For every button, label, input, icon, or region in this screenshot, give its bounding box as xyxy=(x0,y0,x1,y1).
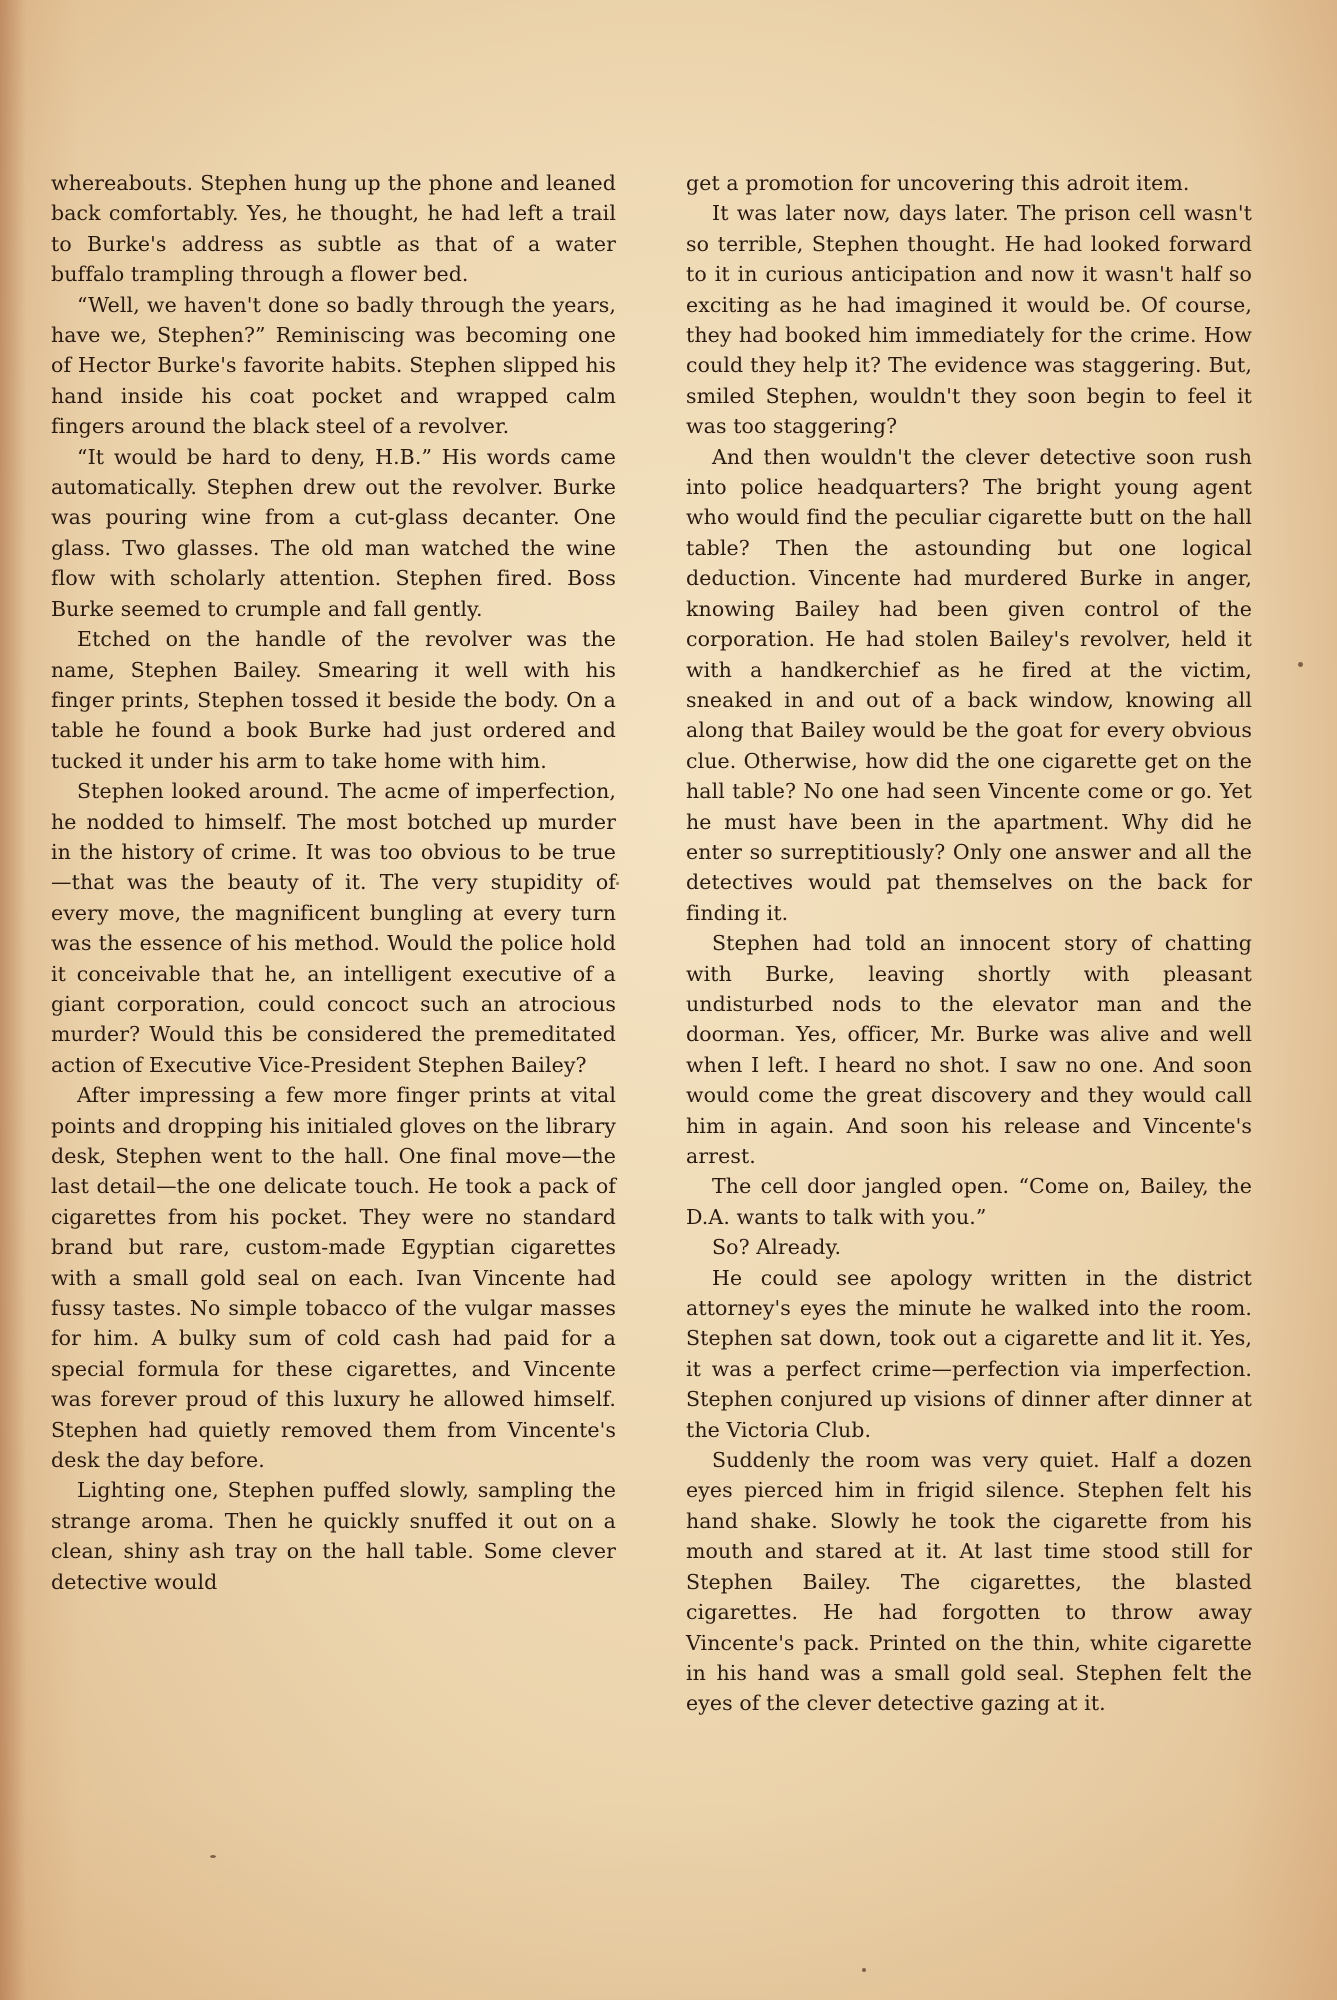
ink-speck xyxy=(210,1855,216,1858)
paragraph: Etched on the handle of the revolver was the name, Stephen Bailey. Smearing it well with his finger prints, Stephen tossed it beside the body. On a table he found a book Burke had just ordered and tucked it under his arm to take home with him. xyxy=(51,627,616,773)
paragraph: The cell door jangled open. “Come on, Bailey, the D.A. wants to talk with you.” xyxy=(686,1174,1252,1229)
paragraph: It was later now, days later. The prison cell wasn't so terrible, Stephen thought. He had looked forward to it in curious anticipation and now it wasn't half so exciting as he had imagined it would be. Of course, they had booked him immediately for the crime. How could they help it? The evidence was staggering. But, smiled Stephen, wouldn't they soon begin to feel it was too staggering? xyxy=(686,201,1252,439)
paragraph: “Well, we haven't done so badly through the years, have we, Stephen?” Reminiscing was becoming one of Hector Burke's favorite habits. Stephen slipped his hand inside his coat pocket and wrapped calm fingers around the black steel of a revolver. xyxy=(51,292,616,439)
paragraph: whereabouts. Stephen hung up the phone and leaned back comfortably. Yes, he thought, he had left a trail to Burke's address as subtle as that of a water buffalo trampling through a flower bed. xyxy=(51,171,616,287)
paragraph: Lighting one, Stephen puffed slowly, sampling the strange aroma. Then he quickly snuffed it out on a clean, shiny ash tray on the hall table. Some clever detective would xyxy=(51,1478,616,1594)
ink-speck xyxy=(1298,662,1303,667)
paragraph: get a promotion for uncovering this adroit item. xyxy=(686,171,1190,195)
paragraph: And then wouldn't the clever detective soon rush into police headquarters? The bright young agent who would find the peculiar cigarette butt on the hall table? Then the astounding but one logical deduction. Vincente had murdered Burke in anger, knowing Bailey had been given control of the corporation. He had stolen Bailey's revolver, held it with a handkerchief as he fired at the victim, sneaked in and out of a back window, knowing all along that Bailey would be the goat for every obvious clue. Otherwise, how did the one cigarette get on the hall table? No one had seen Vincente come or go. Yet he must have been in the apartment. Why did he enter so surreptitiously? Only one answer and all the detectives would pat themselves on the back for finding it. xyxy=(686,444,1252,925)
paragraph: After impressing a few more finger prints at vital points and dropping his initialed gloves on the library desk, Stephen went to the hall. One final move—the last detail—the one delicate touch. He took a pack of cigarettes from his pocket. They were no standard brand but rare, custom-made Egyptian cigarettes with a small gold seal on each. Ivan Vincente had fussy tastes. No simple tobacco of the vulgar masses for him. A bulky sum of cold cash had paid for a special formula for these cigarettes, and Vincente was forever proud of this luxury he allowed himself. Stephen had quietly removed them from Vincente's desk the day before. xyxy=(51,1083,616,1473)
ink-speck xyxy=(616,882,619,885)
paragraph: He could see apology written in the district attorney's eyes the minute he walked into the room. Stephen sat down, took out a cigarette and lit it. Yes, it was a perfect crime—perfection via imperfection. Stephen conjured up visions of dinner after dinner at the Victoria Club. xyxy=(686,1265,1252,1442)
paragraph: So? Already. xyxy=(712,1235,842,1260)
paragraph: Stephen had told an innocent story of chatting with Burke, leaving shortly with pleasant undisturbed nods to the elevator man and the doorman. Yes, officer, Mr. Burke was alive and well when I left. I heard no shot. I saw no one. And soon would come the great discovery and they would call him in again. And soon his release and Vincente's arrest. xyxy=(686,931,1252,1168)
paragraph: Suddenly the room was very quiet. Half a dozen eyes pierced him in frigid silence. Stephen felt his hand shake. Slowly he took the cigarette from his mouth and stared at it. At last time stood still for Stephen Bailey. The cigarettes, the blasted cigarettes. He had forgotten to throw away Vincente's pack. Printed on the thin, white cigarette in his hand was a small gold seal. Stephen felt the eyes of the clever detective gazing at it. xyxy=(686,1448,1252,1716)
paragraph: Stephen looked around. The acme of imperfection, he nodded to himself. The most botched up murder in the history of crime. It was too obvious to be true—that was the beauty of it. The very stupidity of every move, the magnificent bungling at every turn was the essence of his method. Would the police hold it conceivable that he, an intelligent executive of a giant corporation, could concoct such an atrocious murder? Would this be considered the premeditated action of Executive Vice-President Stephen Bailey? xyxy=(51,779,616,1077)
binding-shadow xyxy=(0,0,26,2000)
paragraph: “It would be hard to deny, H.B.” His words came automatically. Stephen drew out the revolver. Burke was pouring wine from a cut-glass decanter. One glass. Two glasses. The old man watched the wine flow with scholarly attention. Stephen fired. Boss Burke seemed to crumple and fall gently. xyxy=(51,444,616,621)
left-text-column xyxy=(51,168,616,1597)
ink-speck xyxy=(862,1968,866,1972)
right-text-column xyxy=(686,168,1252,1719)
